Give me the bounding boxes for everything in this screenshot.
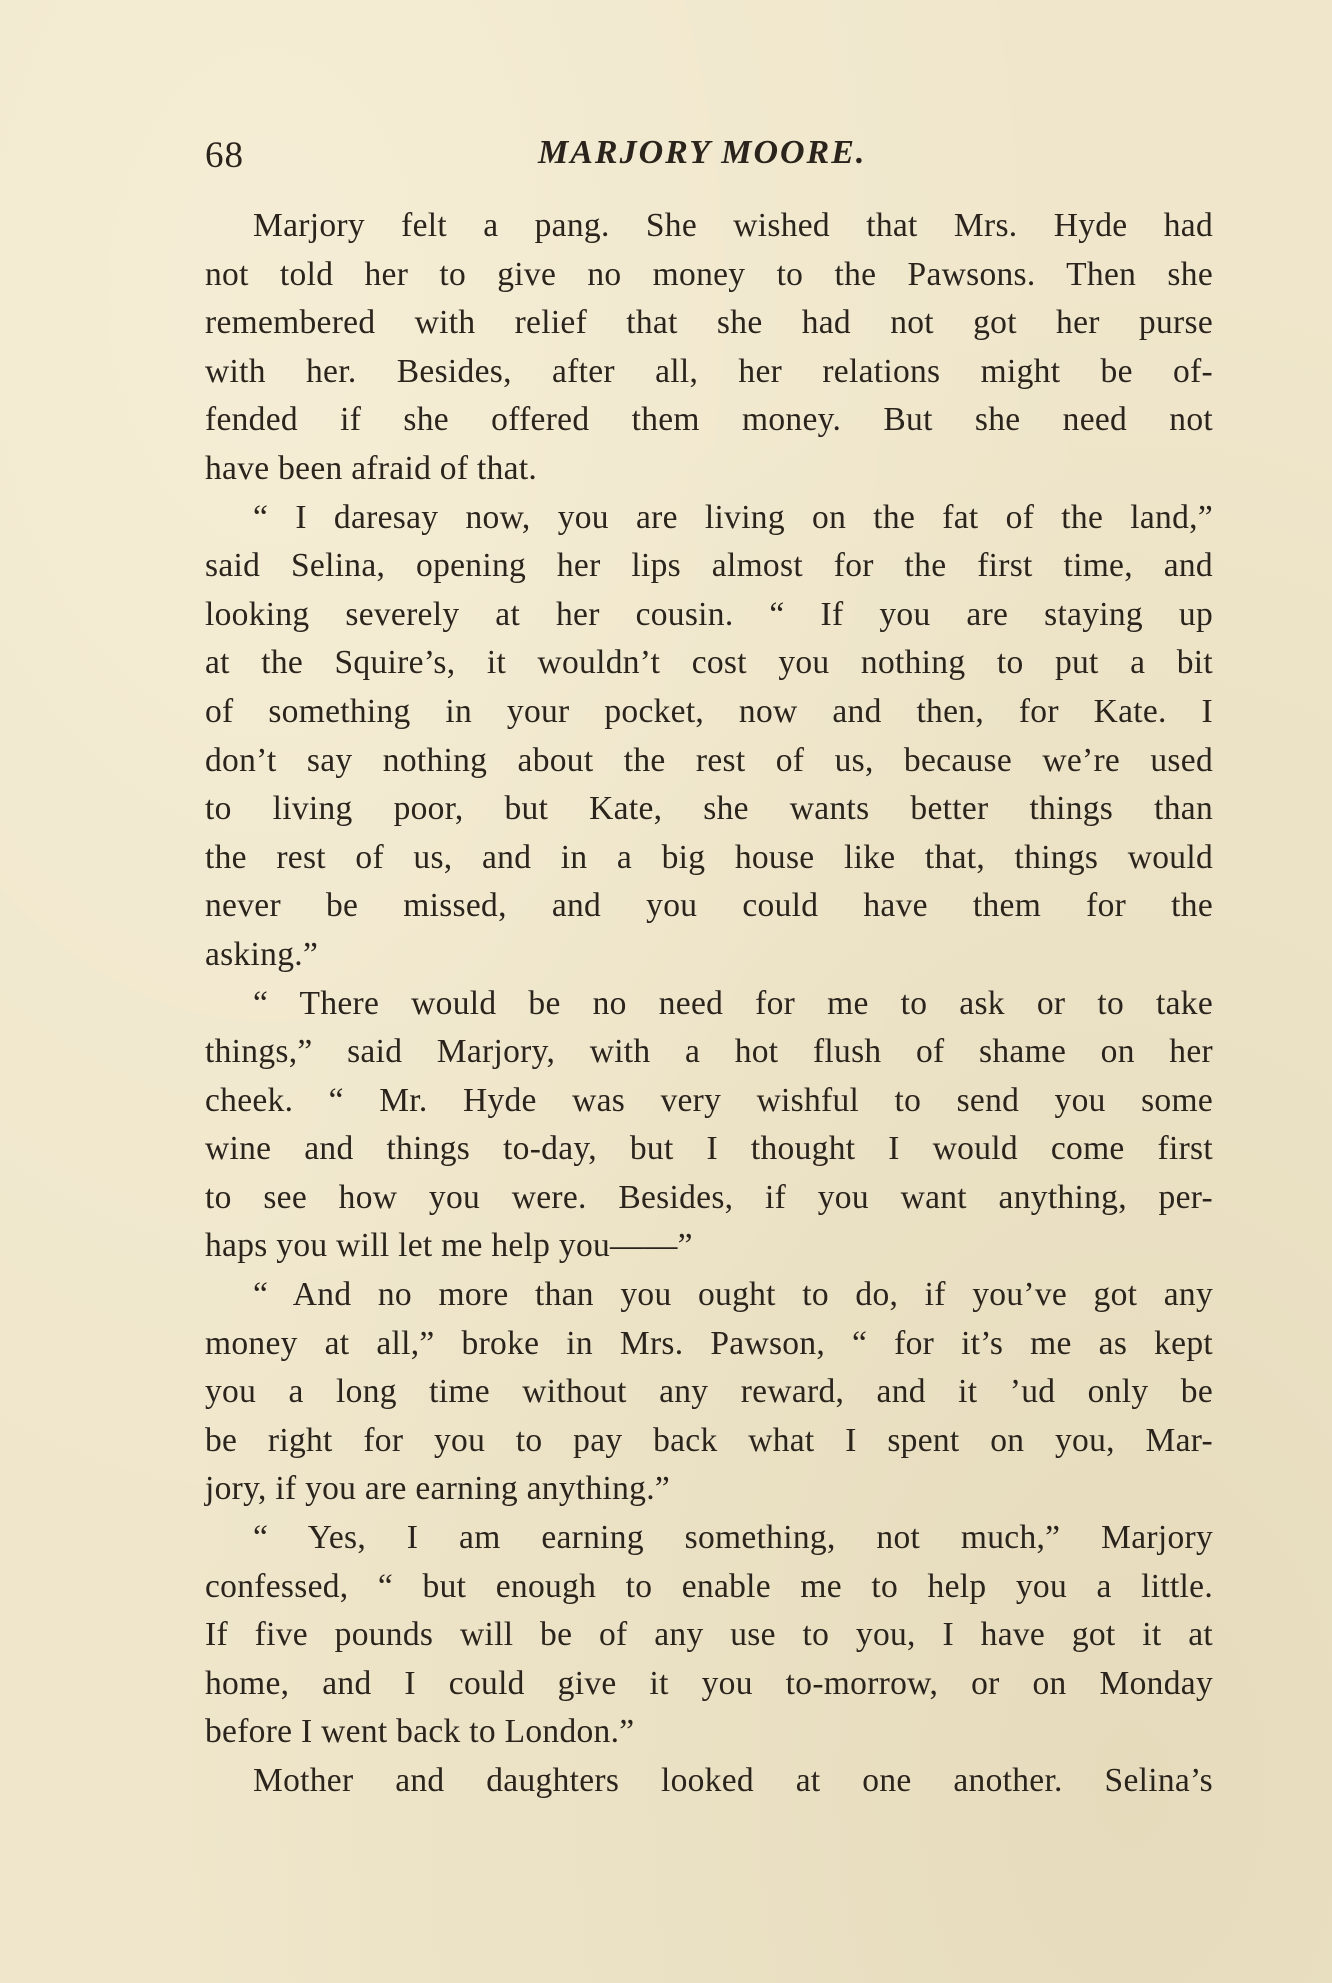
- text-line: “ There would be no need for me to ask or to take: [253, 984, 1213, 1022]
- text-line: things,” said Marjory, with a hot flush of shame on her: [205, 1033, 1213, 1071]
- text-line: haps you will let me help you——”: [205, 1227, 693, 1265]
- text-line: not told her to give no money to the Pawsons. Then she: [205, 255, 1213, 293]
- text-line: you a long time without any reward, and it ’ud only be: [205, 1373, 1213, 1411]
- text-line: “ I daresay now, you are living on the fat of the land,”: [253, 498, 1213, 536]
- text-line: before I went back to London.”: [205, 1713, 635, 1751]
- text-line: to see how you were. Besides, if you want anything, per-: [205, 1178, 1213, 1216]
- page-number: 68: [205, 135, 244, 176]
- text-line: looking severely at her cousin. “ If you are staying up: [205, 595, 1213, 633]
- text-line: said Selina, opening her lips almost for the first time, and: [205, 547, 1213, 585]
- text-line: be right for you to pay back what I spent on you, Mar-: [205, 1421, 1213, 1459]
- text-line: asking.”: [205, 935, 319, 973]
- text-line: jory, if you are earning anything.”: [205, 1470, 671, 1508]
- text-line: Mother and daughters looked at one another. Selina’s: [253, 1762, 1213, 1799]
- text-line: of something in your pocket, now and then, for Kate. I: [205, 692, 1213, 730]
- text-line: Marjory felt a pang. She wished that Mrs. Hyde had: [253, 207, 1213, 244]
- text-line: the rest of us, and in a big house like that, things would: [205, 838, 1213, 876]
- text-line: at the Squire’s, it wouldn’t cost you nothing to put a bit: [205, 644, 1213, 682]
- text-line: cheek. “ Mr. Hyde was very wishful to send you some: [205, 1081, 1213, 1119]
- body-text: [205, 202, 1213, 1806]
- text-line: money at all,” broke in Mrs. Pawson, “ for it’s me as kept: [205, 1324, 1213, 1362]
- text-line: “ Yes, I am earning something, not much,” Marjory: [253, 1519, 1213, 1557]
- text-line: fended if she offered them money. But she need not: [205, 401, 1213, 439]
- text-line: with her. Besides, after all, her relations might be of-: [205, 352, 1213, 390]
- text-line: to living poor, but Kate, she wants better things than: [205, 790, 1213, 828]
- text-line: have been afraid of that.: [205, 449, 538, 487]
- text-line: never be missed, and you could have them for the: [205, 887, 1213, 925]
- text-line: home, and I could give it you to-morrow, or on Monday: [205, 1664, 1213, 1702]
- text-line: “ And no more than you ought to do, if you’ve got any: [253, 1276, 1213, 1314]
- text-line: wine and things to-day, but I thought I would come first: [205, 1130, 1213, 1168]
- text-line: confessed, “ but enough to enable me to help you a little.: [205, 1567, 1213, 1605]
- running-title: MARJORY MOORE.: [538, 134, 867, 171]
- text-line: If five pounds will be of any use to you, I have got it at: [205, 1616, 1213, 1654]
- text-line: remembered with relief that she had not got her purse: [205, 304, 1213, 342]
- text-line: don’t say nothing about the rest of us, because we’re used: [205, 741, 1213, 779]
- running-head: [205, 126, 1205, 186]
